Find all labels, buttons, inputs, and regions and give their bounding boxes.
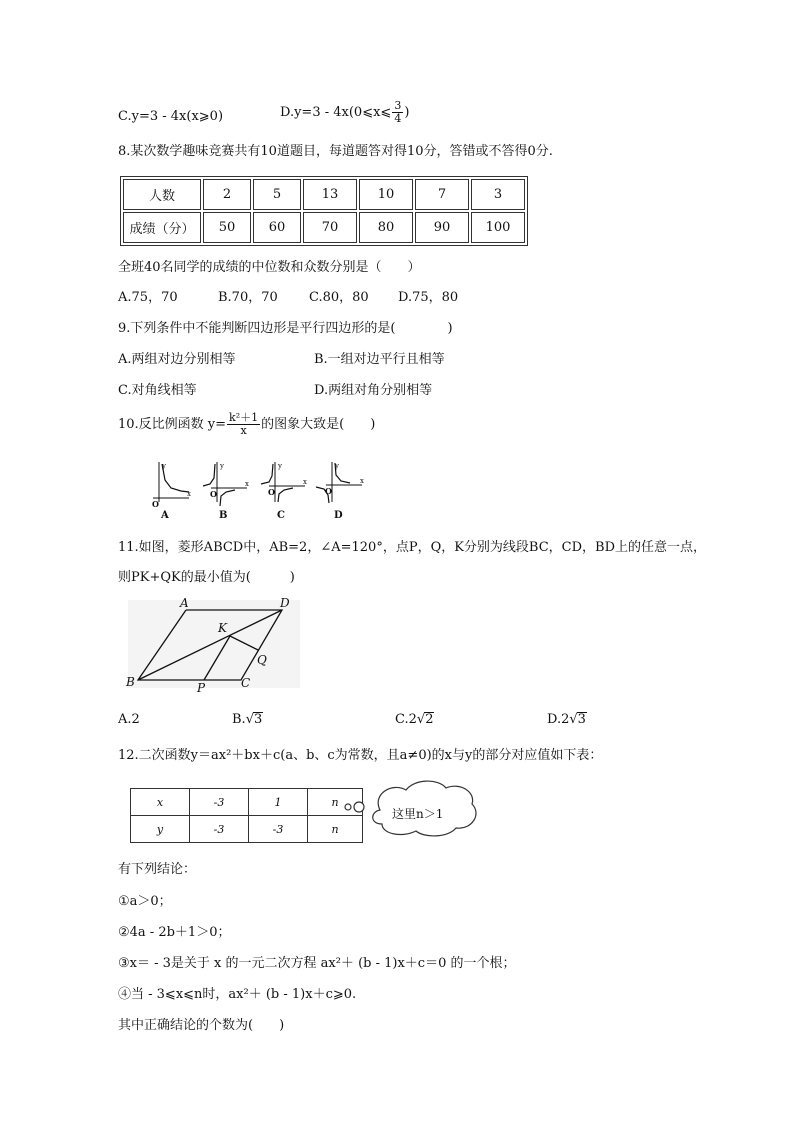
- table-cell: 80: [359, 212, 413, 243]
- table-cell: 5: [253, 179, 301, 210]
- table-cell: 1: [249, 789, 308, 816]
- curve-C-2: [278, 488, 293, 502]
- graph-label-A: A: [161, 510, 169, 521]
- x-label-A: x: [187, 490, 191, 498]
- q11-line2: 则PK+QK的最小值为( ): [118, 570, 295, 585]
- q8-stem: 8.某次数学趣味竞赛共有10道题目，每道题答对得10分，答错或不答得0分.: [118, 144, 553, 159]
- q9-option-a: A.两组对边分别相等: [118, 352, 236, 367]
- table-cell: n: [308, 789, 363, 816]
- label-b: B: [126, 675, 135, 689]
- q11-option-a: A.2: [118, 712, 140, 727]
- x-label-D: x: [360, 477, 364, 485]
- table-cell: 13: [303, 179, 357, 210]
- q8-option-c: C.80，80: [309, 290, 369, 305]
- table-cell: 人数: [123, 179, 201, 210]
- curve-A-1: [162, 464, 189, 492]
- table-cell: 7: [415, 179, 469, 210]
- q11-option-b: B.√3: [232, 712, 263, 727]
- q12-conclusion-2: ②4a - 2b＋1＞0；: [118, 925, 231, 940]
- table-cell: 3: [471, 179, 525, 210]
- q10-stem: 10.反比例函数 y= $\frac{\text{k²＋1}}{x}$ 的图象大致是( ): [118, 411, 376, 437]
- x-label-C: x: [303, 478, 307, 486]
- graph-label-D: D: [334, 510, 343, 521]
- q12-conclusion-3: ③x＝ - 3是关于 x 的一元二次方程 ax²＋ (b - 1)x＋c＝0 的一个根；: [118, 956, 516, 971]
- table-cell: -3: [249, 816, 308, 843]
- origin-label-B: O: [210, 489, 217, 499]
- table-cell: 50: [203, 212, 251, 243]
- table-cell: 2: [203, 179, 251, 210]
- q8-score-table: [120, 176, 528, 246]
- q9-option-c: C.对角线相等: [118, 383, 197, 398]
- q9-option-d: D.两组对角分别相等: [314, 383, 433, 398]
- label-a: A: [180, 596, 189, 610]
- table-row: [131, 789, 363, 816]
- q11-option-d: D.2√3: [547, 712, 586, 727]
- y-label-C: y: [278, 462, 282, 470]
- table-cell: -3: [190, 816, 249, 843]
- graph-label-C: C: [277, 510, 285, 521]
- q8-option-b: B.70，70: [218, 290, 278, 305]
- table-cell: 成绩（分）: [123, 212, 201, 243]
- curve-B-2: [220, 490, 235, 506]
- q12-conclusion-4: ④当 - 3⩽x⩽n时，ax²＋ (b - 1)x＋c⩾0.: [118, 987, 357, 1002]
- q11-line1: 11.如图，菱形ABCD中，AB=2，∠A=120°，点P，Q，K分别为线段BC，CD，BD上的任意一点，: [118, 540, 707, 555]
- x-label-B: x: [245, 480, 249, 488]
- table-cell: 60: [253, 212, 301, 243]
- q8-option-a: A.75，70: [118, 290, 178, 305]
- bubble-dot-medium: [354, 802, 364, 812]
- graph-label-B: B: [219, 510, 228, 521]
- rhombus-figure: [120, 592, 305, 696]
- table-cell: n: [308, 816, 363, 843]
- q8-question: 全班40名同学的成绩的中位数和众数分别是（ ）: [118, 260, 421, 275]
- table-cell: 10: [359, 179, 413, 210]
- q12-value-table: [130, 788, 363, 843]
- q12-conclusion-1: ①a＞0；: [118, 894, 172, 909]
- label-q: Q: [257, 653, 267, 667]
- q12-stem: 12.二次函数y＝ax²＋bx＋c(a、b、c为常数，且a≠0)的x与y的部分对应值如下表：: [118, 748, 603, 763]
- table-cell: 70: [303, 212, 357, 243]
- label-d: D: [280, 596, 290, 610]
- y-label-D: y: [335, 462, 339, 470]
- q12-intro: 有下列结论：: [118, 862, 197, 877]
- q7-option-c: C.y=3 - 4x(x⩾0): [118, 109, 224, 124]
- origin-label-A: O: [152, 499, 159, 509]
- curve-B-1: [203, 464, 215, 486]
- label-c: C: [241, 676, 251, 690]
- curve-C-1: [261, 464, 273, 484]
- label-p: P: [197, 681, 206, 695]
- q9-option-b: B.一组对边平行且相等: [314, 352, 445, 367]
- y-label-B: y: [220, 462, 224, 470]
- q8-option-d: D.75，80: [398, 290, 459, 305]
- table-row: [123, 179, 525, 210]
- bubble-dot-small: [345, 804, 351, 810]
- bubble-text: 这里n＞1: [392, 807, 444, 821]
- table-row: [123, 212, 525, 243]
- q10-graph-options: [145, 458, 375, 522]
- q11-option-c: C.2√2: [395, 712, 434, 727]
- label-k: K: [218, 621, 227, 635]
- table-cell: -3: [190, 789, 249, 816]
- table-cell: y: [131, 816, 190, 843]
- table-cell: 90: [415, 212, 469, 243]
- thought-bubble: [340, 776, 486, 840]
- table-row: [131, 816, 363, 843]
- origin-label-D: O: [325, 486, 332, 496]
- q9-stem: 9.下列条件中不能判断四边形是平行四边形的是( ): [118, 321, 453, 336]
- table-cell: x: [131, 789, 190, 816]
- origin-label-C: O: [268, 487, 275, 497]
- q7-option-d: D.y=3 - 4x(0⩽x⩽ $\frac{3}{4}$ ): [280, 99, 410, 125]
- table-cell: 100: [471, 212, 525, 243]
- q12-final: 其中正确结论的个数为( ): [118, 1018, 285, 1033]
- y-label-A: y: [162, 462, 166, 470]
